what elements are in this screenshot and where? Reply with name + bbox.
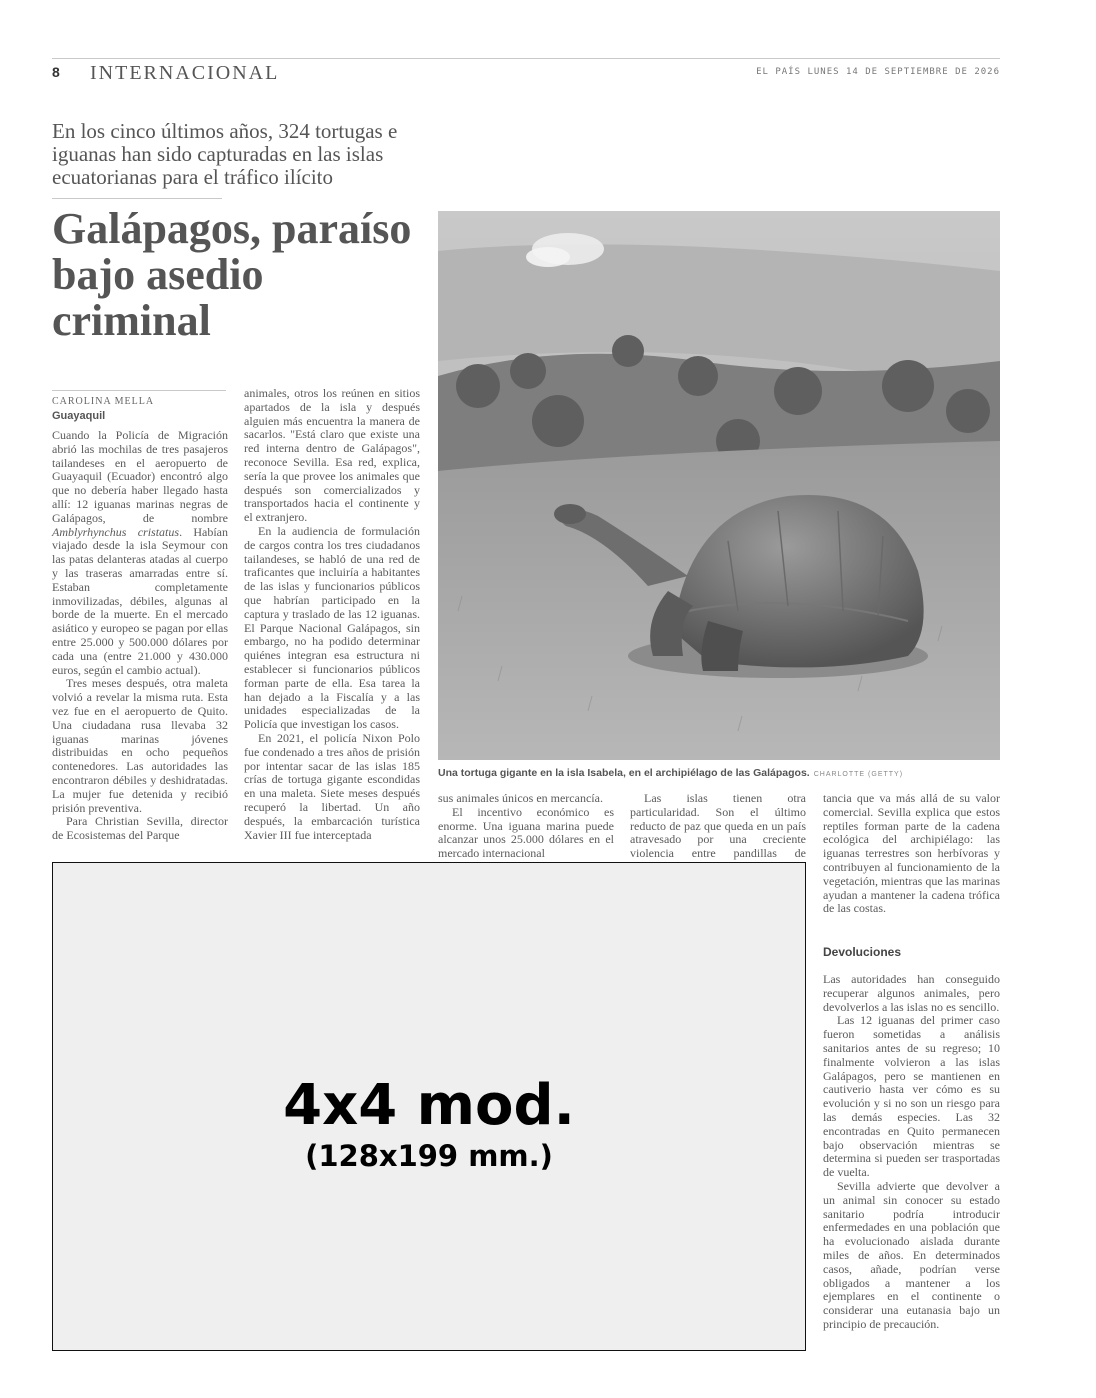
paragraph: Tres meses después, otra maleta volvió a revelar la misma ruta. Esta vez fue en el aeropuerto de Quito. Una ciudadana rusa llevaba 32 iguanas marinas jóvenes distribuidas en ocho pequeños contenedores. Las autoridades las encontraron débiles y deshidratadas. La mujer fue detenida y recibió prisión preventiva. — [52, 676, 228, 815]
byline-city: Guayaquil — [52, 410, 106, 422]
byline: CAROLINA MELLA — [52, 396, 155, 407]
article-column-5 — [823, 792, 1000, 934]
tortoise-photo — [438, 211, 1000, 760]
kicker: En los cinco últimos años, 324 tortugas e iguanas han sido capturadas en las islas ecuatorianas para el tráfico ilícito — [52, 119, 398, 189]
article-column-1 — [52, 429, 228, 860]
article-column-4 — [630, 792, 806, 860]
caption-text: Una tortuga gigante en la isla Isabela, en el archipiélago de las Galápagos. — [438, 767, 810, 779]
page-number: 8 — [52, 64, 60, 80]
ad-size: (128x199 mm.) — [305, 1139, 553, 1173]
paragraph: Sevilla advierte que devolver a un animal sin conocer su estado sanitario podría introducir enfermedades en una población que ha evolucionado aislada durante miles de años. En determinados casos, añade, podrían verse obligados a mantener a los ejemplares en el continente o considerar una eutanasia bajo un principio de precaución. — [823, 1178, 1000, 1331]
paragraph: Las 12 iguanas del primer caso fueron sometidas a análisis sanitarios antes de su regreso; 10 finalmente volvieron a las islas Galápagos, pero se mantienen en cautiverio hasta ver cómo es su evolución y si no son un riesgo para las demás especies. Las 32 encontradas en Quito permanecen bajo observación mientras se determina si pueden ser trasportadas de vuelta. — [823, 1013, 1000, 1180]
paragraph: El incentivo económico es enorme. Una iguana marina puede alcanzar unos 25.000 dólares en el mercado internacional — [438, 804, 614, 861]
paragraph: Cuando la Policía de Migración abrió las mochilas de tres pasajeros tailandeses en el aeropuerto de Guayaquil (Ecuador) encontró algo que no debería haber llegado hasta allí: 12 iguanas marinas negras de Galápagos, de nombre Amblyrhynchus cristatus. Habían viajado desde la isla Seymour con las patas delanteras atadas al cuerpo y las traseras amarradas entre sí. Estaban completamente inmovilizadas, débiles, algunas al borde de la muerte. En el mercado asiático y europeo se pagan por ellas entre 25.000 y 500.000 dólares por cada una (entre 21.000 y 430.000 euros, según el cambio actual). — [52, 428, 228, 677]
paragraph: Para Christian Sevilla, director de Ecosistemas del Parque — [52, 814, 228, 843]
headline: Galápagos, paraíso bajo asedio criminal — [52, 204, 412, 345]
byline-rule — [52, 390, 226, 391]
article-column-3 — [438, 792, 614, 860]
paragraph: En 2021, el policía Nixon Polo fue condenado a tres años de prisión por intentar sacar de las islas 185 crías de tortuga gigante escondidas en una maleta. Siete meses después recuperó la libertad. Un año después, la embarcación turística Xavier III fue interceptada — [244, 730, 420, 842]
paragraph: animales, otros los reúnen en sitios apartados de la isla y después alguien más encuentra la manera de sacarlos. "Está claro que existe una red interna dentro de Galápagos", reconoce Sevilla. Esa red, explica, sería la que provee los animales que después son comercializados y transportados hacia el continente y el extranjero. — [244, 386, 420, 525]
paragraph: En la audiencia de formulación de cargos contra los tres ciudadanos tailandeses, se habló de una red de traficantes que incluiría a habitantes de las islas y funcionarios públicos que habrían participado en la captura y traslado de las 12 iguanas. El Parque Nacional Galápagos, sin embargo, no ha podido determinar quiénes integran esa estructura ni establecer si funcionarios públicos forman parte de ella. Esa tarea la han dejado a la Fiscalía y a las unidades especializadas de la Policía que investigan los casos. — [244, 523, 420, 732]
top-rule — [52, 58, 1000, 59]
article-column-2 — [244, 387, 420, 860]
subheading: Devoluciones — [823, 945, 902, 959]
paragraph: sus animales únicos en mercancía. — [438, 791, 603, 805]
photo-caption — [438, 767, 1018, 779]
paragraph: tancia que va más allá de su valor comercial. Sevilla explica que estos reptiles forman parte de la cadena ecológica del archipiélago: las iguanas terrestres son herbívoras y contribuyen al funcionamiento de la vegetación, mientras que las marinas ayudan a mantener la cadena trófica de las costas. — [823, 791, 1000, 916]
dateline: EL PAÍS LUNES 14 DE SEPTIEMBRE DE 2026 — [756, 67, 1000, 77]
photo-credit: CHARLOTTE (GETTY) — [813, 771, 904, 778]
paragraph: Las islas tienen otra particularidad. Son el último reducto de paz que queda en un país atravesado por una creciente violencia entre pandillas de — [630, 791, 806, 861]
ad-title: 4x4 mod. — [283, 1073, 575, 1138]
kicker-rule — [52, 198, 222, 199]
paragraph: Las autoridades han conseguido recuperar algunos animales, pero devolverlos a las islas no es sencillo. — [823, 972, 1000, 1014]
section-title: INTERNACIONAL — [90, 62, 280, 84]
article-column-5-continued — [823, 973, 1000, 1353]
ad-placeholder — [52, 862, 806, 1351]
